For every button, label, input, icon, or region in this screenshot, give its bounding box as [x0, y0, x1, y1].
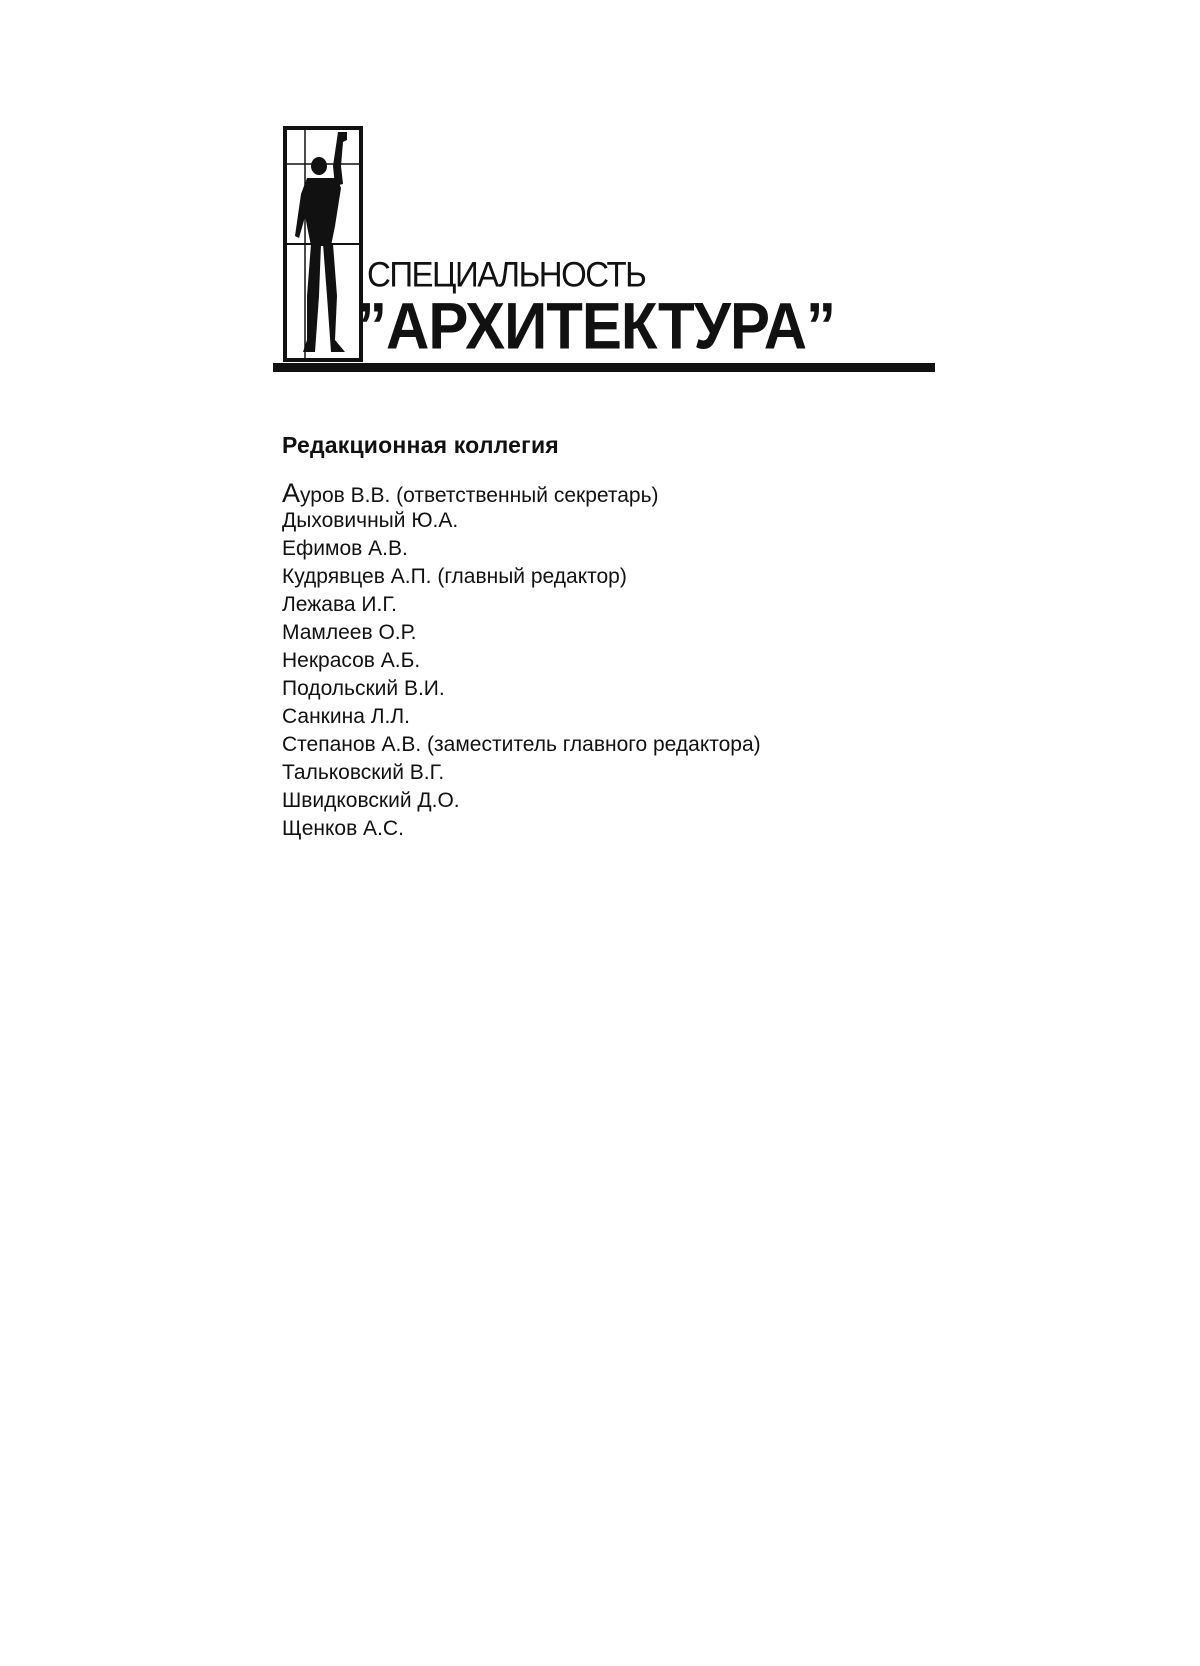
board-member: Санкина Л.Л. — [282, 705, 410, 728]
editorial-board — [282, 432, 1002, 843]
board-member: Тальковский В.Г. — [282, 761, 445, 784]
board-member: Кудрявцев А.П. (главный редактор) — [282, 565, 627, 588]
member-list — [282, 479, 1002, 843]
series-label: СПЕЦИАЛЬНОСТЬ — [367, 254, 646, 294]
board-member: Щенков А.С. — [282, 817, 404, 840]
board-member: Мамлеев О.Р. — [282, 621, 417, 644]
series-title: ”АРХИТЕКТУРА” — [357, 289, 836, 363]
editorial-board-heading: Редакционная коллегия — [282, 432, 559, 458]
masthead — [273, 118, 935, 380]
board-member: Некрасов А.Б. — [282, 649, 421, 672]
board-member: Степанов А.В. (заместитель главного редактора) — [282, 733, 761, 756]
board-member: Ауров В.В. (ответственный секретарь) — [282, 478, 659, 508]
board-member: Лежава И.Г. — [282, 593, 397, 616]
modulor-figure-icon — [283, 126, 363, 362]
board-member: Ефимов А.В. — [282, 537, 408, 560]
masthead-rule — [273, 363, 935, 372]
board-member: Дыховичный Ю.А. — [282, 509, 459, 532]
board-member: Швидковский Д.О. — [282, 789, 460, 812]
board-member: Подольский В.И. — [282, 677, 445, 700]
